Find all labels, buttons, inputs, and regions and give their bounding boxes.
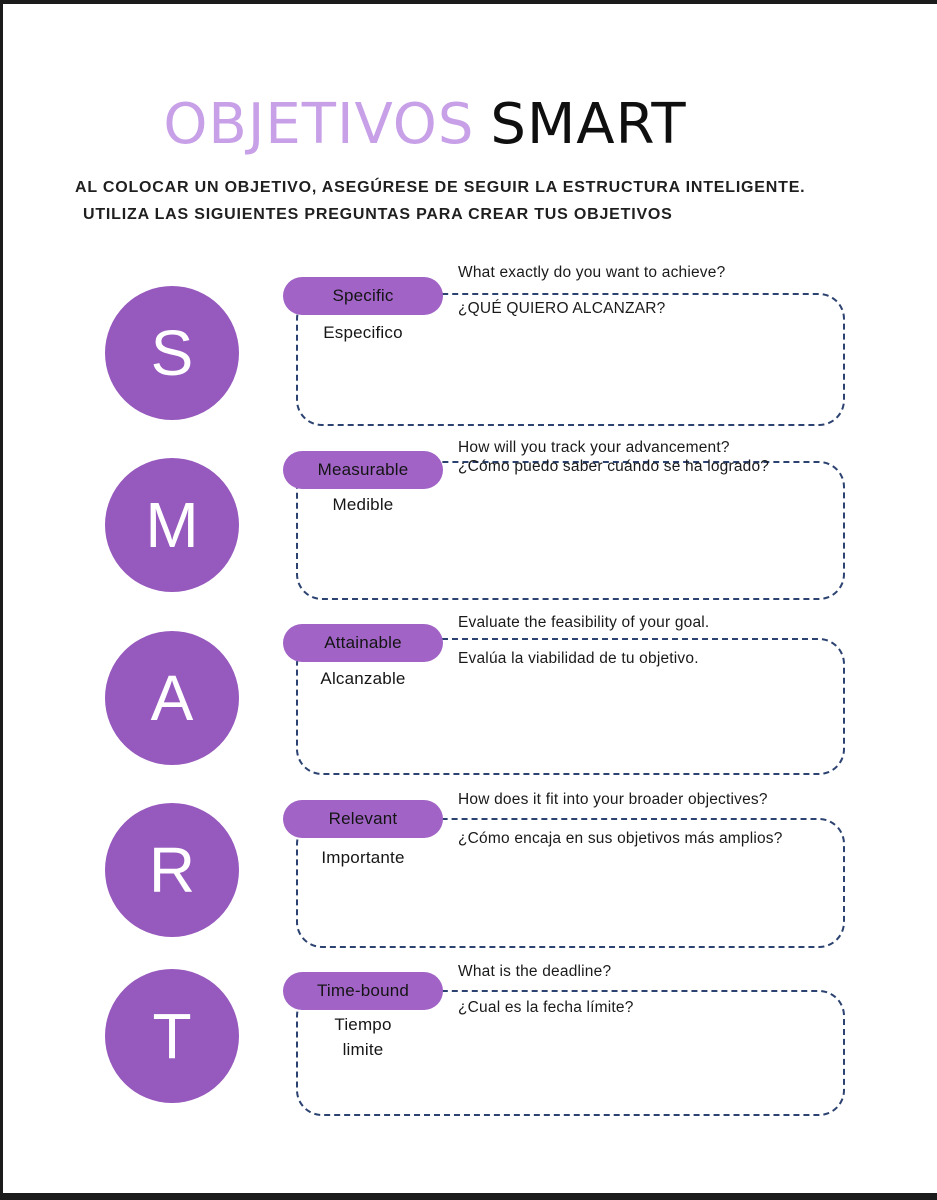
term-pill-time-bound: [283, 972, 443, 1010]
letter-r: R: [148, 834, 196, 906]
term-label: Relevant: [328, 809, 398, 828]
letter-s: S: [150, 317, 194, 389]
question-spanish: ¿QUÉ QUIERO ALCANZAR?: [458, 300, 666, 317]
question-spanish: ¿Cómo puedo saber cuándo se ha logrado?: [458, 458, 770, 475]
letter-circle-a: [105, 631, 239, 765]
term-label: Measurable: [317, 460, 409, 479]
term-translation: Especifico: [323, 323, 403, 342]
term-pill-measurable: [283, 451, 443, 489]
term-translation: Importante: [321, 848, 405, 867]
letter-circle-t: [105, 969, 239, 1103]
letter-circle-s: [105, 286, 239, 420]
question-english: Evaluate the feasibility of your goal.: [458, 614, 710, 631]
term-label: Time-bound: [316, 981, 410, 1000]
term-label: Attainable: [324, 633, 402, 652]
letter-circle-m: [105, 458, 239, 592]
page-edge-left: [0, 0, 3, 1200]
letter-t: T: [152, 1000, 192, 1072]
page-edge-top: [0, 0, 937, 4]
page-edge-bottom: [0, 1193, 937, 1200]
term-pill-relevant: [283, 800, 443, 838]
page-subtitle: [75, 174, 905, 228]
subtitle-line-2: UTILIZA LAS SIGUIENTES PREGUNTAS PARA CREAR TUS OBJETIVOS: [83, 206, 673, 223]
subtitle-line-1: AL COLOCAR UN OBJETIVO, ASEGÚRESE DE SEGUIR LA ESTRUCTURA INTELIGENTE.: [75, 179, 806, 196]
letter-a: A: [150, 662, 194, 734]
page-title: [0, 92, 850, 157]
term-translation: Alcanzable: [320, 669, 406, 688]
letter-circle-r: [105, 803, 239, 937]
question-english: How does it fit into your broader objectives?: [458, 791, 768, 808]
question-spanish: ¿Cómo encaja en sus objetivos más amplios?: [458, 830, 783, 847]
term-translation: Medible: [332, 495, 394, 514]
term-label: Specific: [332, 286, 394, 305]
title-smart: SMART: [490, 92, 687, 157]
question-english: What exactly do you want to achieve?: [458, 264, 726, 281]
term-pill-attainable: [283, 624, 443, 662]
letter-m: M: [145, 489, 199, 561]
question-english: What is the deadline?: [458, 963, 612, 980]
question-spanish: Evalúa la viabilidad de tu objetivo.: [458, 650, 699, 667]
question-english: How will you track your advancement?: [458, 439, 730, 456]
title-objetivos: OBJETIVOS: [163, 92, 475, 157]
question-spanish: ¿Cual es la fecha límite?: [458, 999, 634, 1016]
term-translation: Tiempo limite: [334, 1015, 392, 1059]
term-pill-specific: [283, 277, 443, 315]
